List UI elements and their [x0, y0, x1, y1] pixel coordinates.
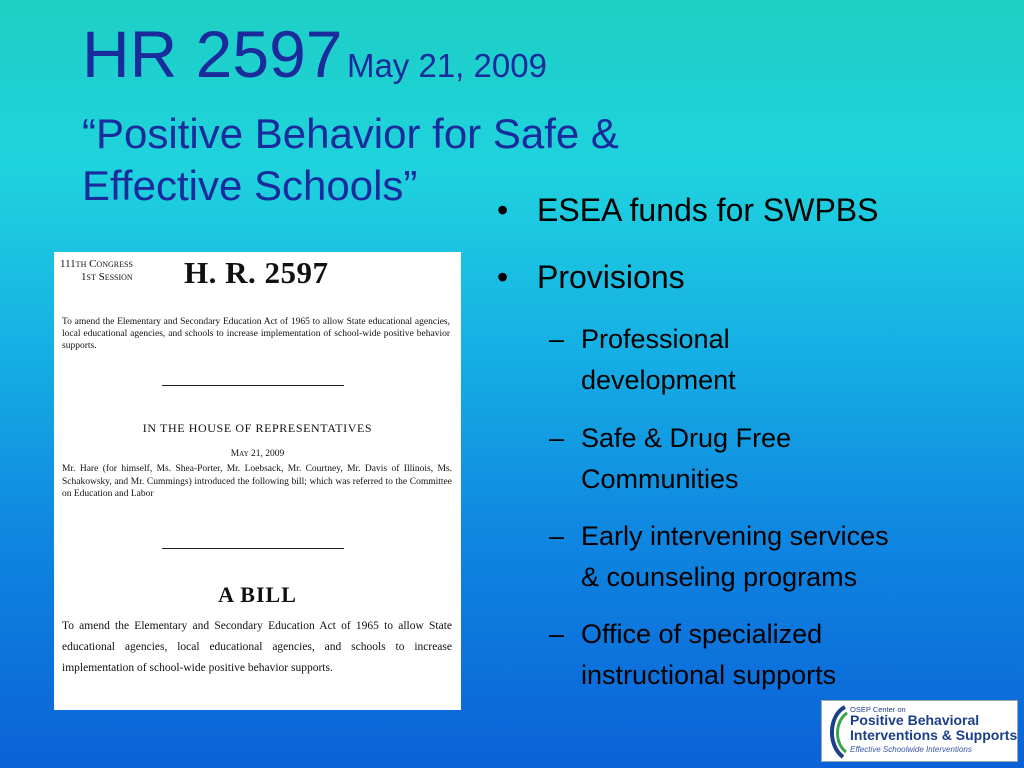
bill-congress: 111th Congress: [60, 258, 133, 270]
bullet-marker: •: [497, 259, 509, 295]
bill-text: To amend the Elementary and Secondary Education Act of 1965 to allow State educational agencies, local educational agencies, and schools to increase implementation of school-wide positive behavior supports.: [62, 620, 452, 674]
title-date: May 21, 2009: [346, 47, 547, 84]
subtitle-line-1: “Positive Behavior for Safe &: [82, 110, 619, 157]
sub-bullet-text: [581, 614, 991, 696]
sub-bullet-text: [581, 319, 991, 401]
sub-bullet-marker: –: [549, 619, 565, 649]
sub-bullet-line: development: [581, 365, 736, 395]
subtitle-line-2: Effective Schools”: [82, 162, 418, 209]
sub-bullet-marker: –: [549, 521, 565, 551]
sub-bullet-marker: –: [549, 324, 565, 354]
slide-title: [82, 18, 547, 90]
title-bill-number: HR 2597: [82, 17, 343, 91]
sub-bullet-line: & counseling programs: [581, 562, 858, 592]
logo-line-2: Positive Behavioral: [850, 712, 980, 728]
sub-bullet-text: [581, 418, 991, 500]
bill-congress-session: [60, 258, 133, 284]
bill-divider-top: [162, 385, 344, 386]
sub-bullet-line: Early intervening services: [581, 521, 889, 551]
logo-line-1: OSEP Center on: [850, 705, 906, 714]
bill-number: H. R. 2597: [184, 255, 329, 290]
sub-bullet-line: instructional supports: [581, 660, 837, 690]
sub-bullet-line: Professional: [581, 324, 730, 354]
pbis-logo: [821, 700, 1018, 762]
sub-bullet-line: Safe & Drug Free: [581, 423, 792, 453]
bill-document-image: [54, 252, 461, 710]
bill-purpose: To amend the Elementary and Secondary Education Act of 1965 to allow State educational agencies, local educational agencies, and schools to increase implementation of school-wide positive behavior supports.: [62, 317, 450, 351]
bill-session: 1st Session: [81, 271, 133, 283]
bill-heading: A BILL: [218, 582, 297, 607]
logo-line-4: Effective Schoolwide Interventions: [850, 745, 972, 754]
bill-house: IN THE HOUSE OF REPRESENTATIVES: [142, 421, 373, 435]
bill-introduction: Mr. Hare (for himself, Ms. Shea-Porter, Mr. Loebsack, Mr. Courtney, Mr. Davis of Illinois, Ms. Schakowsky, and Mr. Cummings) introduced the following bill; which was referred to the Committee on Education and Labor: [62, 464, 452, 499]
bill-date: May 21, 2009: [230, 449, 285, 459]
bullet-text: ESEA funds for SWPBS: [537, 192, 879, 228]
sub-bullet-line: Office of specialized: [581, 619, 823, 649]
sub-bullet-line: Communities: [581, 464, 739, 494]
bullet-marker: •: [497, 192, 509, 228]
logo-line-3: Interventions & Supports: [850, 727, 1018, 743]
bill-divider-bottom: [162, 548, 344, 549]
bullet-text: Provisions: [537, 259, 685, 295]
sub-bullet-marker: –: [549, 423, 565, 453]
sub-bullet-text: [581, 516, 991, 598]
pbis-swoosh-icon: [825, 705, 849, 759]
